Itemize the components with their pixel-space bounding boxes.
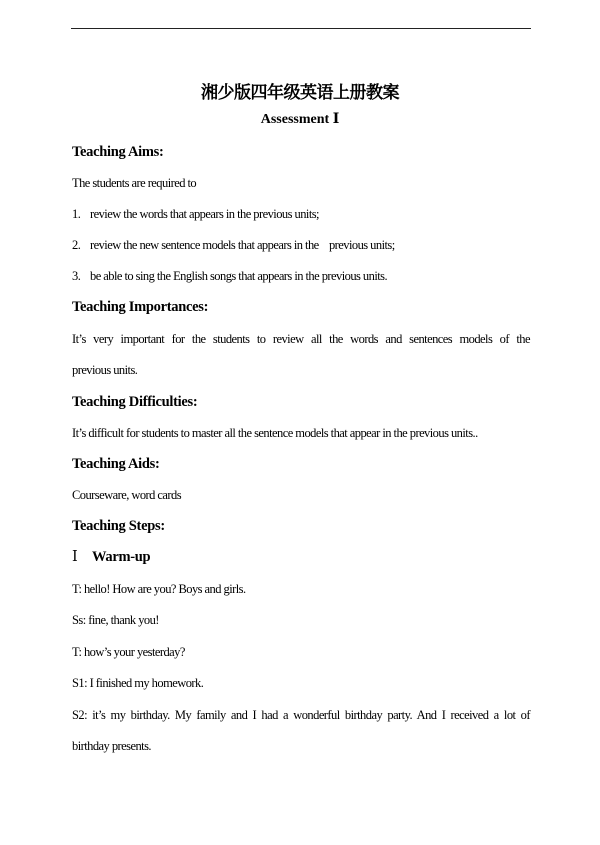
aims-item-2 bbox=[72, 238, 395, 253]
aims-item-3-text: be able to sing the English songs that appears in the previous units. bbox=[90, 269, 388, 283]
aids-text: Courseware, word cards bbox=[72, 488, 182, 502]
importances-line-2: previous units. bbox=[72, 363, 138, 377]
steps-heading: Teaching Steps: bbox=[72, 518, 165, 534]
dialogue-line-1: T: hello! How are you? Boys and girls. bbox=[72, 582, 246, 596]
aims-item-3 bbox=[72, 269, 387, 284]
difficulties-heading: Teaching Difficulties: bbox=[72, 394, 198, 410]
aids-heading: Teaching Aids: bbox=[72, 456, 160, 472]
importances-line-1: It’s very important for the students to review all the words and sentences models of the bbox=[72, 332, 530, 346]
dialogue-line-4: S1: I finished my homework. bbox=[72, 676, 204, 690]
aims-item-2-text: review the new sentence models that appears in the previous units; bbox=[90, 238, 395, 252]
difficulties-text: It’s difficult for students to master all the sentence models that appear in the previous units.. bbox=[72, 426, 478, 440]
document-title: 湘少版四年级英语上册教案 bbox=[201, 83, 399, 103]
warmup-title: Warm-up bbox=[92, 549, 151, 565]
dialogue-line-6: birthday presents. bbox=[72, 739, 151, 753]
dialogue-line-5: S2: it’s my birthday. My family and I had a wonderful birthday party. And I received a lot of bbox=[72, 708, 530, 722]
aims-intro: The students are required to bbox=[72, 176, 197, 190]
dialogue-line-3: T: how’s your yesterday? bbox=[72, 645, 185, 659]
document-subtitle: Assessment Ⅰ bbox=[260, 112, 340, 127]
warmup-heading bbox=[72, 549, 150, 566]
header-rule bbox=[71, 28, 531, 29]
aims-item-1-number: 1. bbox=[72, 207, 81, 221]
aims-item-3-number: 3. bbox=[72, 269, 81, 283]
importances-heading: Teaching Importances: bbox=[72, 299, 209, 315]
dialogue-line-2: Ss: fine, thank you! bbox=[72, 613, 159, 627]
aims-heading: Teaching Aims: bbox=[72, 144, 164, 160]
warmup-numeral: Ⅰ bbox=[72, 549, 78, 565]
aims-item-1 bbox=[72, 207, 319, 222]
aims-item-1-text: review the words that appears in the previous units; bbox=[90, 207, 319, 221]
aims-item-2-number: 2. bbox=[72, 238, 81, 252]
